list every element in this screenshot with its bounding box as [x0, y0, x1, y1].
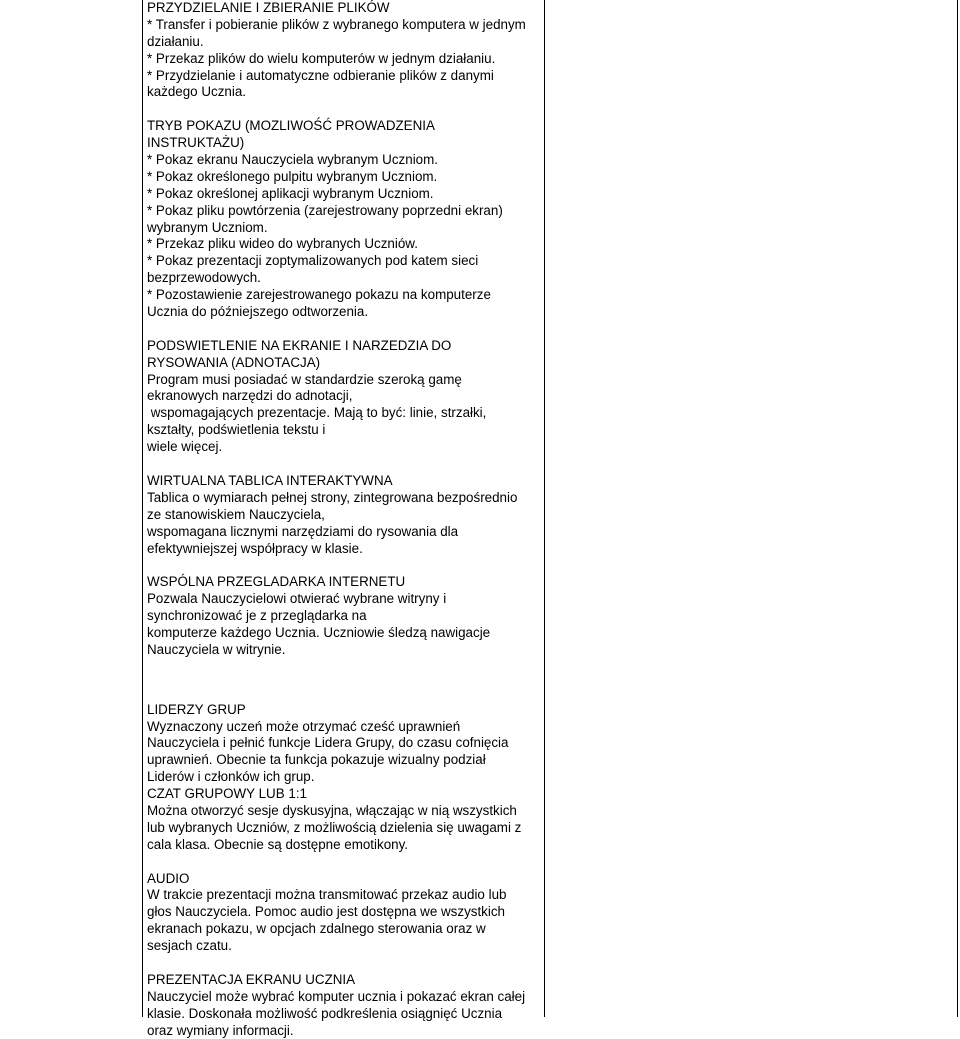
text-line: wiele więcej. — [147, 439, 223, 455]
section-audio — [147, 871, 541, 955]
section-heading: PRZYDZIELANIE I ZBIERANIE PLIKÓW — [147, 0, 390, 15]
text-line: kształty, podświetlenia tekstu i — [147, 422, 326, 438]
text-line: * Transfer i pobieranie plików z wybranego komputera w jednym — [147, 16, 526, 32]
text-line: * Pokaz określonej aplikacji wybranym Uczniom. — [147, 185, 434, 201]
text-line: Pozwala Nauczycielowi otwierać wybrane witryny i — [147, 591, 447, 607]
spacer — [147, 101, 541, 118]
section-heading: INSTRUKTAŻU) — [147, 135, 245, 151]
section-shared-browser — [147, 574, 541, 658]
section-heading: RYSOWANIA (ADNOTACJA) — [147, 354, 321, 370]
text-line: synchronizować je z przeglądarka na — [147, 608, 367, 624]
section-show-mode — [147, 118, 541, 321]
text-line: każdego Ucznia. — [147, 84, 246, 100]
text-line: Można otworzyć sesje dyskusyjna, włączając w nią wszystkich — [147, 802, 517, 818]
text-line: ekranach pokazu, w opcjach zdalnego sterowania oraz w — [147, 921, 486, 937]
section-group-leaders — [147, 702, 541, 854]
description-cell — [147, 0, 541, 1039]
spacer — [147, 557, 541, 574]
section-file-distribution — [147, 0, 541, 101]
text-line: komputerze każdego Ucznia. Uczniowie śledzą nawigacje — [147, 624, 491, 640]
text-line: ekranowych narzędzi do adnotacji, — [147, 388, 353, 404]
text-line: ze stanowiskiem Nauczyciela, — [147, 506, 325, 522]
text-line: uprawnień. Obecnie ta funkcja pokazuje wizualny podział — [147, 752, 486, 768]
text-line: wspomagających prezentacje. Mają to być: linie, strzałki, — [147, 405, 487, 421]
text-line: * Przekaz pliku wideo do wybranych Uczniów. — [147, 236, 418, 252]
text-line: głos Nauczyciela. Pomoc audio jest dostępna we wszystkich — [147, 904, 505, 920]
section-heading: TRYB POKAZU (MOZLIWOŚĆ PROWADZENIA — [147, 118, 435, 134]
spacer — [147, 321, 541, 338]
table-column-left — [0, 0, 143, 1017]
text-line: lub wybranych Uczniów, z możliwością dzielenia się uwagami z — [147, 819, 522, 835]
text-line: Program musi posiadać w standardzie szeroką gamę — [147, 371, 462, 387]
text-line: Tablica o wymiarach pełnej strony, zintegrowana bezpośrednio — [147, 489, 518, 505]
text-line: Wyznaczony uczeń może otrzymać cześć uprawnień — [147, 718, 461, 734]
section-annotation — [147, 338, 541, 456]
text-line: Liderów i członków ich grup. — [147, 769, 315, 785]
text-line: Nauczyciela w witrynie. — [147, 641, 286, 657]
section-student-screen — [147, 972, 541, 1039]
text-line: klasie. Doskonała możliwość podkreślenia osiągnięć Ucznia — [147, 1005, 503, 1021]
text-line: * Przydzielanie i automatyczne odbieranie plików z danymi — [147, 67, 494, 83]
section-heading: WIRTUALNA TABLICA INTERAKTYWNA — [147, 472, 393, 488]
section-heading: PREZENTACJA EKRANU UCZNIA — [147, 971, 356, 987]
text-line: wspomagana licznymi narzędziami do rysowania dla — [147, 523, 459, 539]
text-line: W trakcie prezentacji można transmitować przekaz audio lub — [147, 887, 507, 903]
spacer — [147, 854, 541, 871]
text-line: * Pozostawienie zarejestrowanego pokazu na komputerze — [147, 287, 491, 303]
spacer — [147, 676, 541, 702]
text-line: działaniu. — [147, 33, 204, 49]
spacer — [147, 659, 541, 676]
text-line: * Pokaz pliku powtórzenia (zarejestrowany poprzedni ekran) — [147, 202, 503, 218]
text-line: Nauczyciel może wybrać komputer ucznia i pokazać ekran całej — [147, 988, 526, 1004]
text-line: * Pokaz prezentacji zoptymalizowanych pod katem sieci — [147, 253, 479, 269]
text-line: * Przekaz plików do wielu komputerów w jednym działaniu. — [147, 50, 496, 66]
section-heading: LIDERZY GRUP — [147, 701, 246, 717]
section-heading: CZAT GRUPOWY LUB 1:1 — [147, 786, 307, 802]
section-heading: PODSWIETLENIE NA EKRANIE I NARZEDZIA DO — [147, 337, 452, 353]
text-line: * Pokaz ekranu Nauczyciela wybranym Uczniom. — [147, 152, 438, 168]
text-line: sesjach czatu. — [147, 938, 232, 954]
spacer — [147, 456, 541, 473]
section-heading: AUDIO — [147, 870, 190, 886]
text-line: Ucznia do późniejszego odtworzenia. — [147, 304, 369, 320]
text-line: bezprzewodowych. — [147, 270, 261, 286]
text-line: cala klasa. Obecnie są dostępne emotikony. — [147, 836, 409, 852]
text-line: efektywniejszej współpracy w klasie. — [147, 540, 363, 556]
text-line: oraz wymiany informacji. — [147, 1022, 294, 1038]
spacer — [147, 955, 541, 972]
section-whiteboard — [147, 473, 541, 557]
text-line: Nauczyciela i pełnić funkcje Lidera Grupy, do czasu cofnięcia — [147, 735, 509, 751]
text-line: * Pokaz określonego pulpitu wybranym Uczniom. — [147, 168, 438, 184]
section-heading: WSPÓLNA PRZEGLADARKA INTERNETU — [147, 574, 406, 590]
text-line: wybranym Uczniom. — [147, 219, 268, 235]
table-column-right — [545, 0, 958, 1017]
